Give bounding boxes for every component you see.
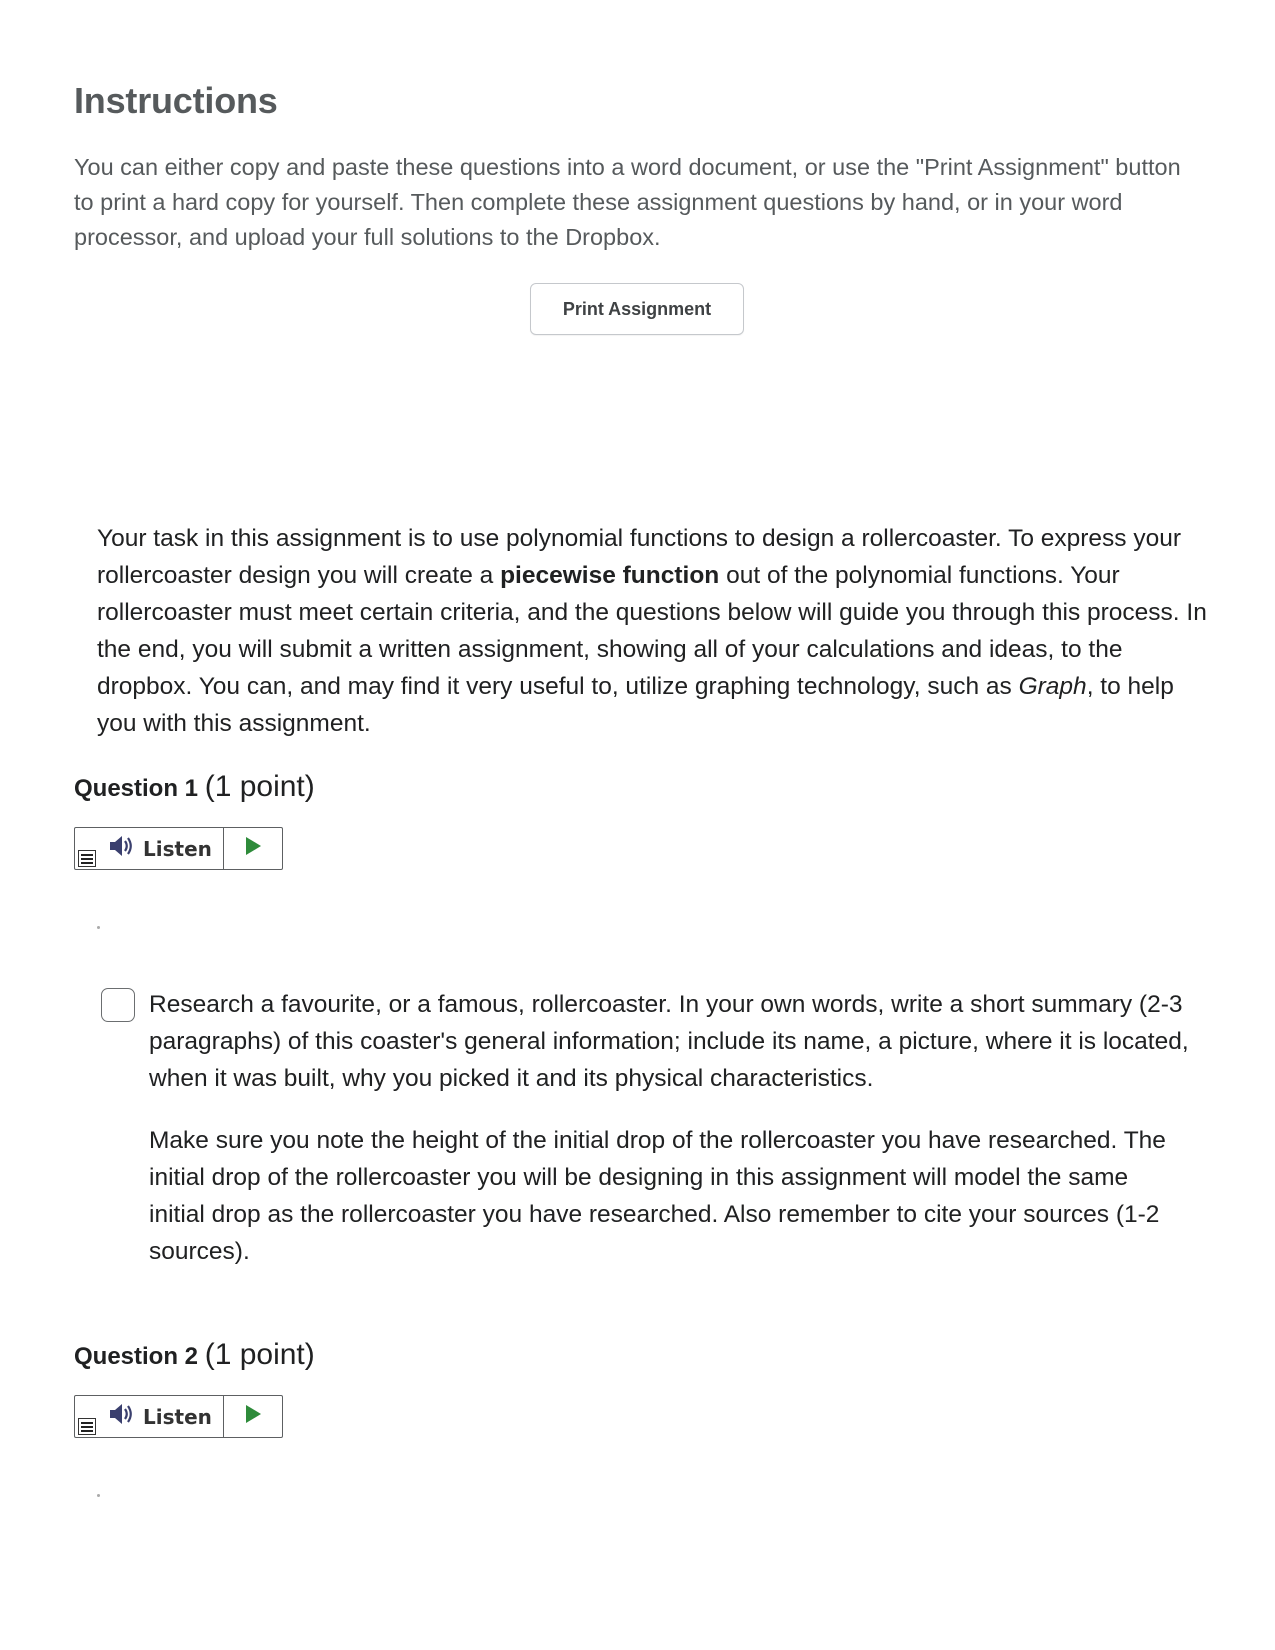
task-bold-term: piecewise function — [500, 562, 720, 589]
question-1-points: (1 point) — [204, 770, 315, 803]
question-1-checkbox[interactable] — [101, 988, 135, 1022]
print-assignment-button[interactable]: Print Assignment — [530, 283, 744, 335]
question-1-listen-button[interactable] — [97, 828, 224, 869]
question-2-points: (1 point) — [204, 1338, 315, 1371]
menu-icon[interactable] — [75, 1396, 97, 1437]
question-2-heading — [74, 1338, 315, 1372]
question-2-number: Question 2 — [74, 1343, 199, 1370]
listen-label: Listen — [143, 1404, 212, 1429]
task-description — [97, 520, 1207, 742]
question-2-play-button[interactable] — [224, 1396, 282, 1437]
task-text-2: out of the polynomial functions. Your rollercoaster must meet certain criteria, and the questions below will guide you through this process. In the end, you will submit a written assignment, showing all of your calculations and ideas, to the dropbox. You can, and may find it very useful to, utilize graphing technology, such as — [97, 562, 1207, 700]
play-icon — [244, 1404, 262, 1429]
speaker-icon — [109, 835, 135, 862]
question-1-body — [149, 986, 1189, 1295]
instructions-title: Instructions — [74, 80, 278, 121]
menu-icon[interactable] — [75, 828, 97, 869]
question-1-paragraph-1: Research a favourite, or a famous, rollercoaster. In your own words, write a short summary (2-3 paragraphs) of this coaster's general information; include its name, a picture, where it is located, when it was built, why you picked it and its physical characteristics. — [149, 991, 1189, 1092]
task-italic-term: Graph — [1018, 673, 1087, 700]
question-1-play-button[interactable] — [224, 828, 282, 869]
question-1-heading — [74, 770, 315, 804]
separator-dot — [97, 1494, 100, 1497]
question-1-listen-widget[interactable] — [74, 827, 283, 870]
listen-label: Listen — [143, 836, 212, 861]
task-text-1: Your task in this assignment is to use polynomial functions to design a rollercoaster. To express your rollercoaster design you will create a — [97, 525, 1182, 589]
question-1-paragraph-2: Make sure you note the height of the initial drop of the rollercoaster you have researched. The initial drop of the rollercoaster you will be designing in this assignment will model the same initial drop as the rollercoaster you have researched. Also remember to cite your sources (1-2 sources). — [149, 1127, 1166, 1265]
speaker-icon — [109, 1403, 135, 1430]
task-text-3: , to help you with this assignment. — [97, 673, 1174, 737]
separator-dot — [97, 926, 100, 929]
question-2-listen-button[interactable] — [97, 1396, 224, 1437]
question-2-listen-widget[interactable] — [74, 1395, 283, 1438]
instructions-text: You can either copy and paste these questions into a word document, or use the "Print Assignment" button to print a hard copy for yourself. Then complete these assignment questions by hand, or in your word processor, and upload your full solutions to the Dropbox. — [74, 154, 1181, 250]
question-1-number: Question 1 — [74, 775, 199, 802]
play-icon — [244, 836, 262, 861]
